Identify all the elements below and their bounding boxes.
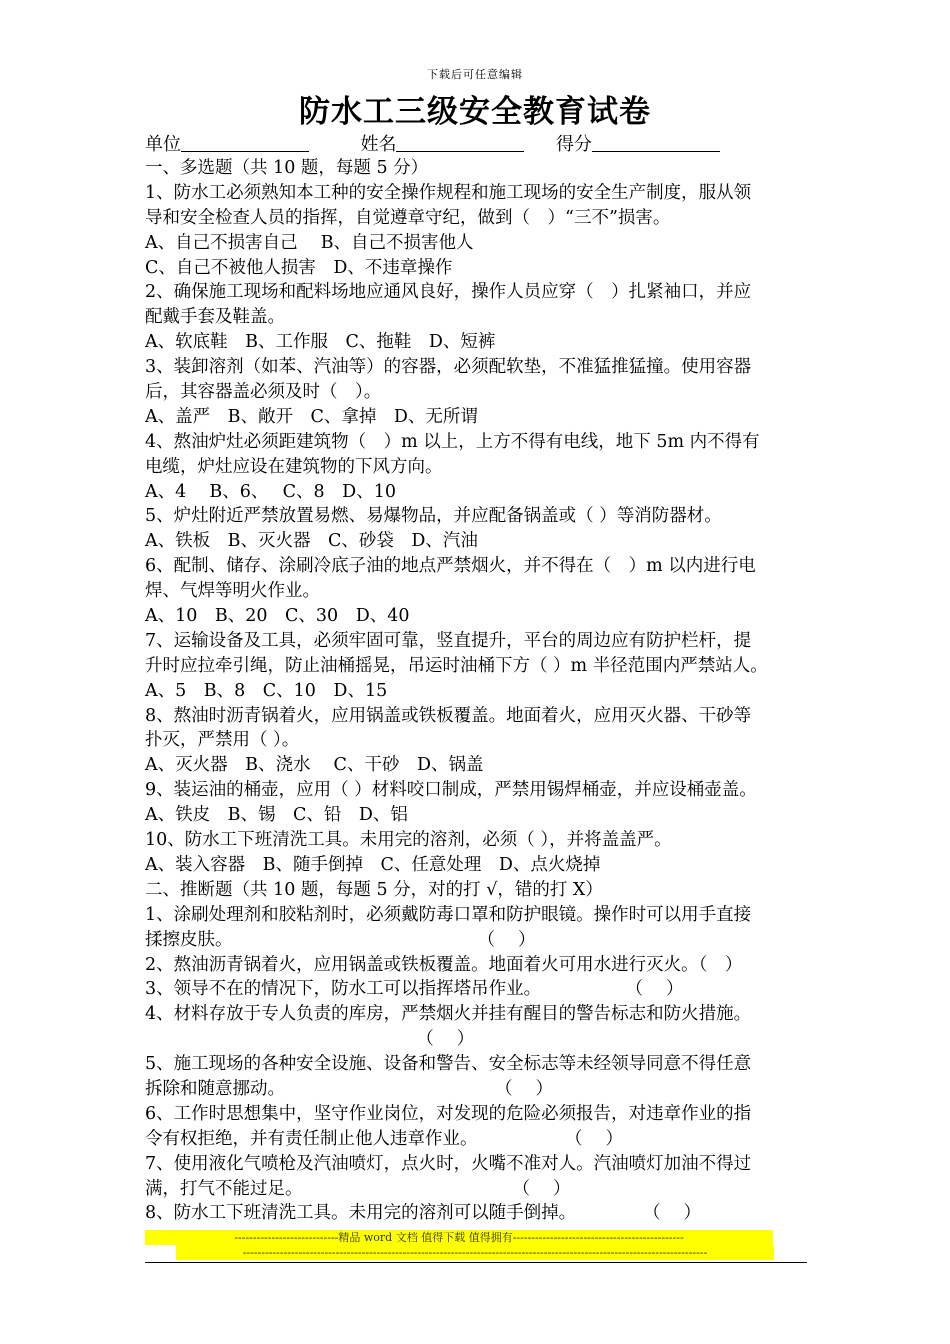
info-row — [145, 131, 825, 158]
text-line: 导和安全检查人员的指挥，自觉遵章守纪，做到（ ）“三不”损害。 — [145, 207, 671, 228]
score-blank[interactable] — [592, 131, 720, 152]
text-line: 5、施工现场的各种安全设施、设备和警告、安全标志等未经领导同意不得任意 — [145, 1054, 752, 1075]
text-line: 1、防水工必须熟知本工种的安全操作规程和施工现场的安全生产制度，服从领 — [145, 182, 752, 203]
text-line: 3、领导不在的情况下，防水工可以指挥塔吊作业。 （ ） — [145, 979, 684, 1000]
text-line: 6、配制、储存、涂刷冷底子油的地点严禁烟火，并不得在（ ）m 以内进行电 — [145, 556, 756, 577]
footer-banner-line1: ----------------------------精品 word 文档 值得下载 值得拥有---------------------------------------------- — [145, 1230, 773, 1245]
text-line: 9、装运油的桶壶，应用（ ）材料咬口制成，严禁用锡焊桶壶，并应设桶壶盖。 — [145, 780, 757, 801]
text-line: 3、装卸溶剂（如苯、汽油等）的容器，必须配软垫，不准猛推猛撞。使用容器 — [145, 357, 752, 378]
unit-label: 单位 — [145, 134, 181, 155]
text-line: A、盖严 B、敞开 C、拿掉 D、无所谓 — [145, 406, 478, 427]
text-line: 电缆，炉灶应设在建筑物的下风方向。 — [145, 456, 443, 477]
name-label: 姓名 — [360, 134, 397, 155]
text-line: 扑灭，严禁用（ ）。 — [145, 730, 300, 751]
text-line: A、软底鞋 B、工作服 C、拖鞋 D、短裤 — [145, 332, 496, 353]
text-line: 2、熬油沥青锅着火，应用锅盖或铁板覆盖。地面着火可用水进行灭火。（ ） — [145, 954, 743, 975]
text-line: 5、炉灶附近严禁放置易燃、易爆物品，并应配备锅盖或（ ）等消防器材。 — [145, 506, 722, 527]
text-line: A、4 B、6、 C、8 D、10 — [145, 481, 396, 502]
text-line: 2、确保施工现场和配料场地应通风良好，操作人员应穿（ ）扎紧袖口，并应 — [145, 282, 752, 303]
text-line: 10、防水工下班清洗工具。未用完的溶剂，必须（ ），并将盖盖严。 — [145, 830, 672, 851]
text-line: A、5 B、8 C、10 D、15 — [145, 680, 388, 701]
text-line: A、10 B、20 C、30 D、40 — [145, 606, 410, 627]
text-line: 7、运输设备及工具，必须牢固可靠，竖直提升，平台的周边应有防护栏杆，提 — [145, 630, 752, 651]
text-line: 1、涂刷处理剂和胶粘剂时，必须戴防毒口罩和防护眼镜。操作时可以用手直接 — [145, 904, 752, 925]
text-line: 7、使用液化气喷枪及汽油喷灯，点火时，火嘴不准对人。汽油喷灯加油不得过 — [145, 1153, 752, 1174]
page-title: 防水工三级安全教育试卷 — [299, 94, 651, 130]
footer-banner-line2: ----------------------------------------------------------------------------------------------------------------------------- — [176, 1245, 774, 1260]
text-line: 揉擦皮肤。 （ ） — [145, 929, 536, 950]
unit-blank[interactable] — [181, 131, 309, 152]
text-line: 后，其容器盖必须及时（ ）。 — [145, 382, 382, 403]
text-line: 升时应拉牵引绳，防止油桶摇晃，吊运时油桶下方（ ）m 半径范围内严禁站人。 — [145, 655, 768, 676]
text-line: 一、多选题（共 10 题，每题 5 分） — [145, 158, 429, 178]
text-line: 6、工作时思想集中，坚守作业岗位，对发现的危险必须报告，对违章作业的指 — [145, 1103, 752, 1124]
exam-content — [145, 156, 817, 1226]
text-line: 8、熬油时沥青锅着火，应用锅盖或铁板覆盖。地面着火，应用灭火器、干砂等 — [145, 705, 752, 726]
text-line: 配戴手套及鞋盖。 — [145, 307, 285, 328]
score-label: 得分 — [555, 134, 592, 155]
text-line: 4、熬油炉灶必须距建筑物（ ）m 以上，上方不得有电线，地下 5m 内不得有 — [145, 431, 760, 452]
text-line: A、装入容器 B、随手倒掉 C、任意处理 D、点火烧掉 — [145, 854, 601, 875]
text-line: C、自己不被他人损害 D、不违章操作 — [145, 257, 453, 278]
header-note: 下载后可任意编辑 — [427, 68, 523, 81]
text-line: A、自己不损害自己 B、自己不损害他人 — [145, 232, 474, 253]
text-line: A、灭火器 B、浇水 C、干砂 D、锅盖 — [145, 755, 484, 776]
text-line: 拆除和随意挪动。 （ ） — [145, 1078, 554, 1099]
text-line: 8、防水工下班清洗工具。未用完的溶剂可以随手倒掉。 （ ） — [145, 1203, 702, 1224]
text-line: 4、材料存放于专人负责的库房，严禁烟火并挂有醒目的警告标志和防火措施。 — [145, 1004, 752, 1025]
footer-rule — [145, 1262, 807, 1263]
text-line: 焊、气焊等明火作业。 — [145, 581, 320, 602]
text-line: （ ） — [145, 1029, 475, 1050]
text-line: 满，打气不能过足。 （ ） — [145, 1178, 571, 1199]
text-line: 二、推断题（共 10 题，每题 5 分，对的打 √，错的打 X） — [145, 879, 603, 900]
text-line: A、铁皮 B、锡 C、铅 D、铝 — [145, 805, 408, 826]
name-blank[interactable] — [396, 131, 524, 152]
text-line: 令有权拒绝，并有责任制止他人违章作业。 （ ） — [145, 1128, 624, 1149]
text-line: A、铁板 B、灭火器 C、砂袋 D、汽油 — [145, 531, 478, 552]
